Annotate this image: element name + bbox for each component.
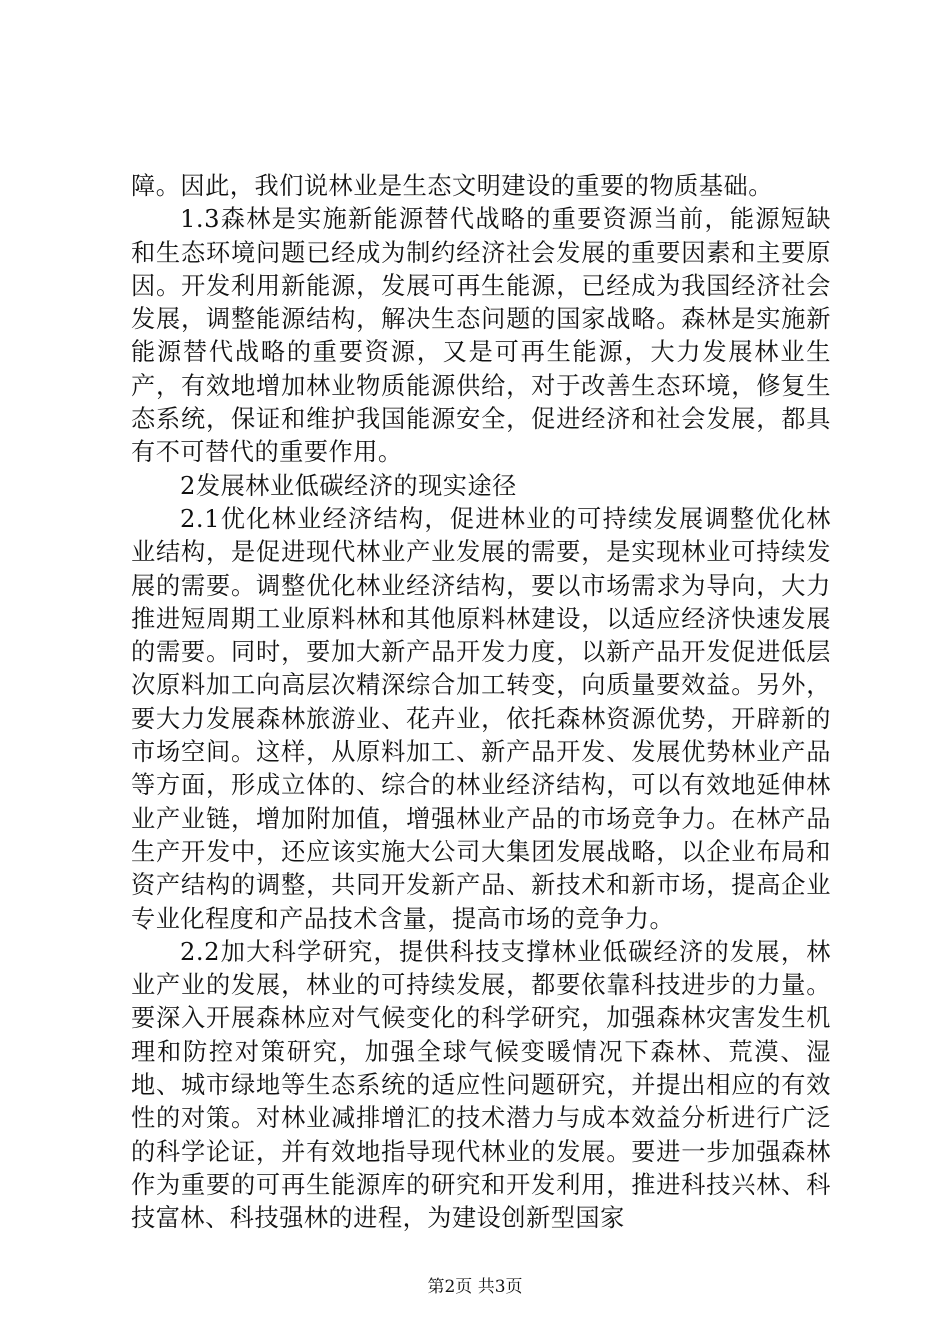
document-body xyxy=(131,170,831,1236)
paragraph-section-2-2: 2.2加大科学研究，提供科技支撑林业低碳经济的发展，林业产业的发展，林业的可持续发展，都要依靠科技进步的力量。要深入开展森林应对气候变化的科学研究，加强森林灾害发生机理和防控对策研究，加强全球气候变暖情况下森林、荒漠、湿地、城市绿地等生态系统的适应性问题研究，并提出相应的有效性的对策。对林业减排增汇的技术潜力与成本效益分析进行广泛的科学论证，并有效地指导现代林业的发展。要进一步加强森林作为重要的可再生能源库的研究和开发利用，推进科技兴林、科技富林、科技强林的进程，为建设创新型国家 xyxy=(131,937,831,1233)
section-heading-2: 2发展林业低碳经济的现实途径 xyxy=(180,471,517,500)
paragraph-section-2-1: 2.1优化林业经济结构，促进林业的可持续发展调整优化林业结构，是促进现代林业产业发展的需要，是实现林业可持续发展的需要。调整优化林业经济结构，要以市场需求为导向，大力推进短周期工业原料林和其他原料林建设，以适应经济快速发展的需要。同时，要加大新产品开发力度，以新产品开发促进低层次原料加工向高层次精深综合加工转变，向质量要效益。另外，要大力发展森林旅游业、花卉业，依托森林资源优势，开辟新的市场空间。这样，从原料加工、新产品开发、发展优势林业产品等方面，形成立体的、综合的林业经济结构，可以有效地延伸林业产业链，增加附加值，增强林业产品的市场竞争力。在林产品生产开发中，还应该实施大公司大集团发展战略，以企业布局和资产结构的调整，共同开发新产品、新技术和新市场，提高企业专业化程度和产品技术含量，提高市场的竞争力。 xyxy=(131,504,831,933)
page-number-footer: 第2页 共3页 xyxy=(427,1277,523,1297)
paragraph-section-1-3: 1.3森林是实施新能源替代战略的重要资源当前，能源短缺和生态环境问题已经成为制约经济社会发展的重要因素和主要原因。开发利用新能源，发展可再生能源，已经成为我国经济社会发展，调整能源结构，解决生态问题的国家战略。森林是实施新能源替代战略的重要资源，又是可再生能源，大力发展林业生产，有效地增加林业物质能源供给，对于改善生态环境，修复生态系统，保证和维护我国能源安全，促进经济和社会发展，都具有不可替代的重要作用。 xyxy=(131,205,831,467)
paragraph-continuation: 障。因此，我们说林业是生态文明建设的重要的物质基础。 xyxy=(131,172,773,200)
